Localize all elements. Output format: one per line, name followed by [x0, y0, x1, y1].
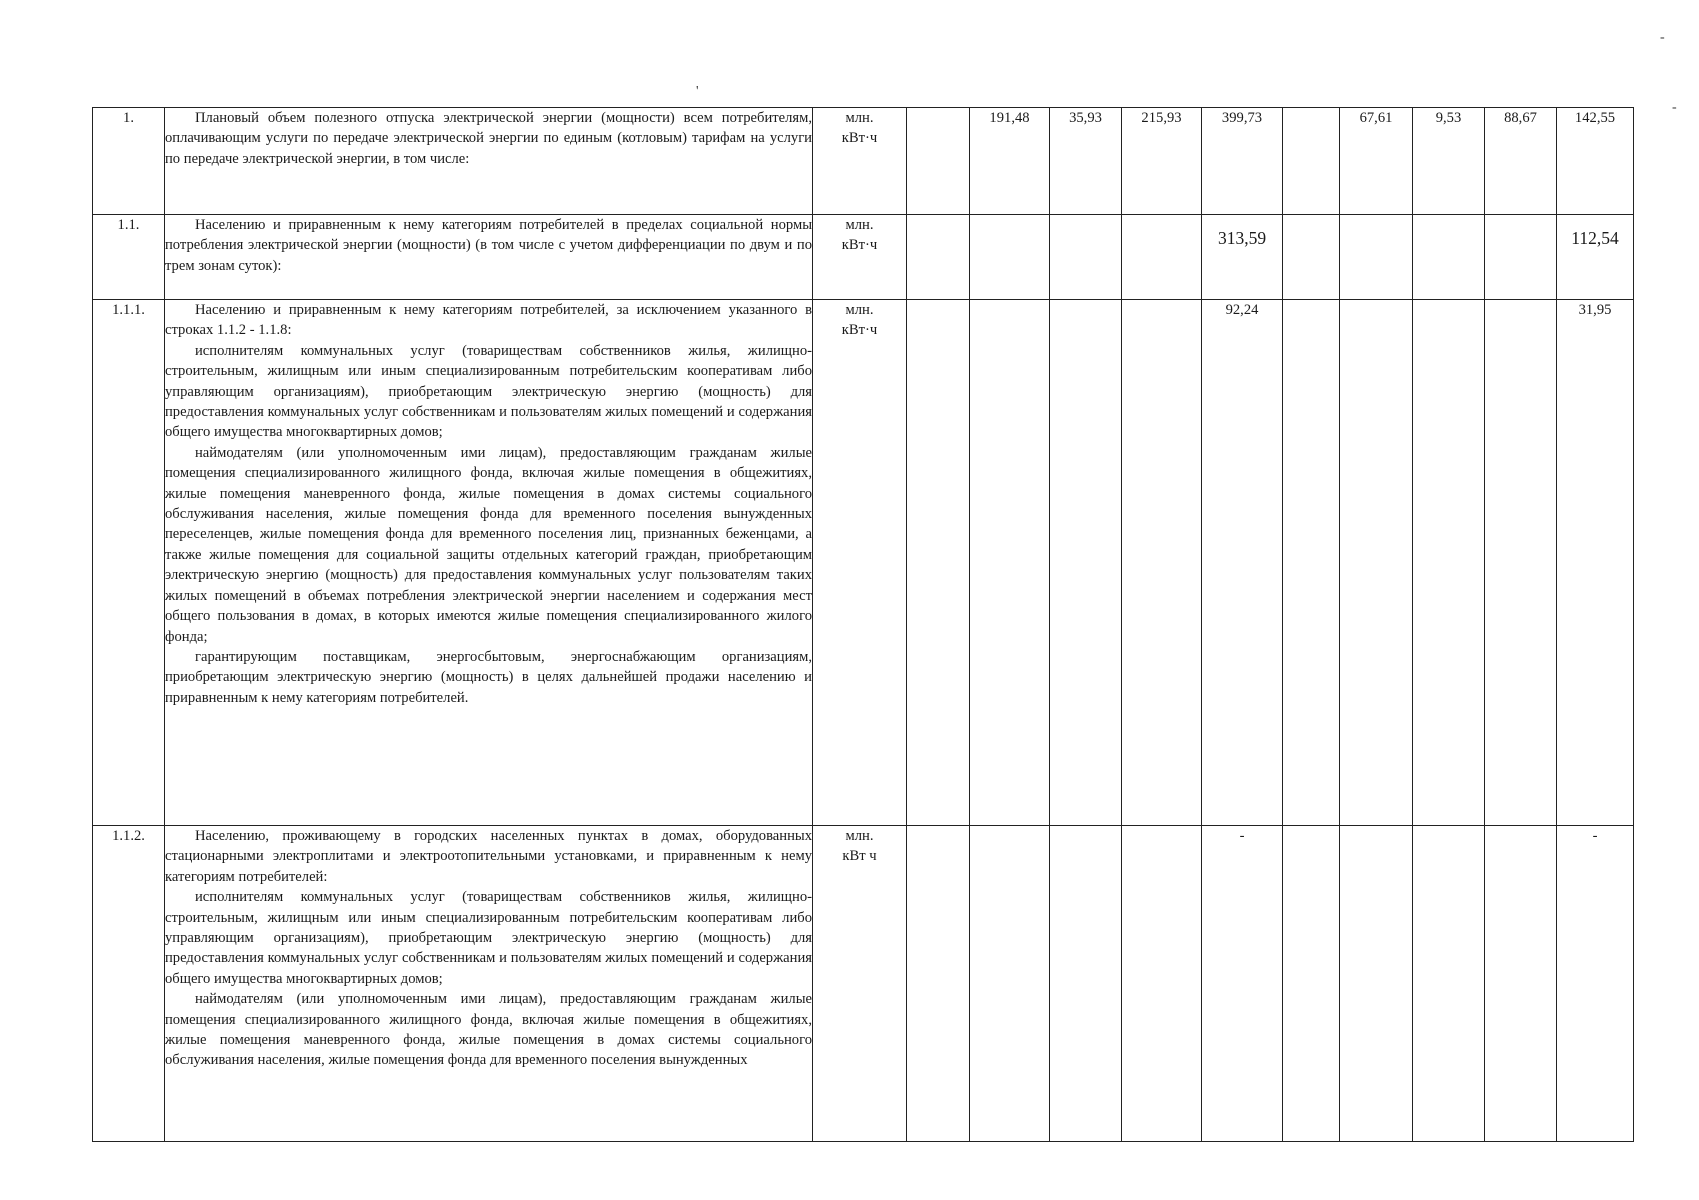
value-cell [1340, 826, 1413, 1142]
value-cell: 31,95 [1557, 300, 1634, 826]
value-cell [1122, 215, 1202, 300]
value-cell [970, 215, 1050, 300]
value-cell [1050, 300, 1122, 826]
table-row [93, 108, 1634, 215]
row-description [165, 108, 813, 215]
value-cell [1485, 300, 1557, 826]
value-cell: 35,93 [1050, 108, 1122, 215]
value-cell [1340, 300, 1413, 826]
value-cell [1283, 826, 1340, 1142]
value-cell: - [1202, 826, 1283, 1142]
value-cell: 88,67 [1485, 108, 1557, 215]
document-sheet [92, 107, 1634, 1142]
unit-line: кВт ч [842, 848, 877, 865]
row-description [165, 215, 813, 300]
value-cell [1050, 215, 1122, 300]
value-cell [907, 215, 970, 300]
row-number: 1.1.2. [93, 826, 165, 1142]
value-cell: - [1557, 826, 1634, 1142]
unit-line: млн. [845, 302, 874, 318]
unit-line: кВт·ч [841, 130, 878, 147]
row-unit [813, 215, 907, 300]
description-paragraph: Населению и приравненным к нему категориям потребителей в пределах социальной нормы потребления электрической энергии (мощности) (в том числе с учетом дифференциации по двум и по трем зонам суток): [165, 217, 812, 274]
description-paragraph: исполнителям коммунальных услуг (товариществам собственников жилья, жилищно-строительным, жилищным или иным специализированным потребительским кооперативам либо управляющим организациям), приобретающим электрическую энергию (мощность) для предоставления коммунальных услуг собственникам и пользователям жилых помещений и содержания общего имущества многоквартирных домов; [165, 889, 812, 987]
description-paragraph: Населению, проживающему в городских населенных пунктах в домах, оборудованных стационарными электроплитами и электроотопительными установками, и приравненным к нему категориям потребителей: [165, 828, 812, 885]
value-cell: 215,93 [1122, 108, 1202, 215]
description-paragraph: Плановый объем полезного отпуска электрической энергии (мощности) всем потребителям, оплачивающим услуги по передаче электрической энергии по единым (котловым) тарифам на услуги по передаче электрической энергии, в том числе: [165, 110, 812, 167]
description-paragraph: Населению и приравненным к нему категориям потребителей, за исключением указанного в строках 1.1.2 - 1.1.8: [165, 302, 812, 339]
value-cell [1485, 215, 1557, 300]
row-description [165, 826, 813, 1142]
stray-mark-right-2: - [1672, 100, 1677, 115]
row-number: 1.1.1. [93, 300, 165, 826]
row-number: 1.1. [93, 215, 165, 300]
value-cell [970, 826, 1050, 1142]
value-cell [970, 300, 1050, 826]
tariff-volume-table [92, 107, 1634, 1142]
description-paragraph: наймодателям (или уполномоченным ими лицам), предоставляющим гражданам жилые помещения специализированного жилищного фонда, включая жилые помещения в общежитиях, жилые помещения маневренного фонда, жилые помещения в домах системы социального обслуживания населения, жилые помещения фонда для временного поселения вынужденных [165, 991, 812, 1069]
unit-line: кВт·ч [841, 237, 878, 254]
row-unit [813, 108, 907, 215]
table-row [93, 300, 1634, 826]
value-cell [1050, 826, 1122, 1142]
value-cell: 112,54 [1557, 215, 1634, 300]
value-cell [1413, 215, 1485, 300]
unit-line: млн. [845, 828, 874, 844]
description-paragraph: исполнителям коммунальных услуг (товариществам собственников жилья, жилищно-строительным, жилищным или иным специализированным потребительским кооперативам либо управляющим организациям), приобретающим электрическую энергию (мощность) для предоставления коммунальных услуг собственникам и пользователям жилых помещений и содержания общего имущества многоквартирных домов; [165, 342, 812, 441]
value-cell: 313,59 [1202, 215, 1283, 300]
value-cell: 399,73 [1202, 108, 1283, 215]
stray-mark-top: ' [696, 84, 699, 99]
value-cell: 9,53 [1413, 108, 1485, 215]
value-cell [1283, 108, 1340, 215]
row-unit [813, 826, 907, 1142]
value-cell [907, 300, 970, 826]
value-cell [907, 826, 970, 1142]
value-cell [907, 108, 970, 215]
value-cell [1122, 300, 1202, 826]
value-cell [1413, 300, 1485, 826]
value-cell: 191,48 [970, 108, 1050, 215]
value-cell [1485, 826, 1557, 1142]
row-number: 1. [93, 108, 165, 215]
table-row [93, 826, 1634, 1142]
unit-line: млн. [845, 110, 874, 126]
table-row [93, 215, 1634, 300]
value-cell: 67,61 [1340, 108, 1413, 215]
description-paragraph: гарантирующим поставщикам, энергосбытовым, энергоснабжающим организациям, приобретающим электрическую энергию (мощность) в целях дальнейшей продажи населению и приравненным к нему категориям потребителей. [165, 648, 812, 706]
value-cell: 92,24 [1202, 300, 1283, 826]
unit-line: млн. [845, 217, 874, 233]
value-cell [1283, 215, 1340, 300]
unit-line: кВт·ч [841, 322, 878, 339]
value-cell: 142,55 [1557, 108, 1634, 215]
value-cell [1122, 826, 1202, 1142]
stray-mark-right-1: - [1660, 30, 1665, 45]
value-cell [1340, 215, 1413, 300]
value-cell [1283, 300, 1340, 826]
row-unit [813, 300, 907, 826]
description-paragraph: наймодателям (или уполномоченным ими лицам), предоставляющим гражданам жилые помещения специализированного жилищного фонда, включая жилые помещения в общежитиях, жилые помещения маневренного фонда, жилые помещения в домах системы социального обслуживания населения, жилые помещения фонда для временного поселения вынужденных переселенцев, жилые помещения фонда для временного поселения лиц, признанных беженцами, а также жилые помещения для социальной защиты отдельных категорий граждан, приобретающим электрическую энергию (мощность) для предоставления коммунальных услуг пользователям таких жилых помещений в объемах потребления электрической энергии населением и содержания мест общего пользования в домах, в которых имеются жилые помещения специализированного жилого фонда; [165, 444, 812, 645]
value-cell [1413, 826, 1485, 1142]
row-description [165, 300, 813, 826]
